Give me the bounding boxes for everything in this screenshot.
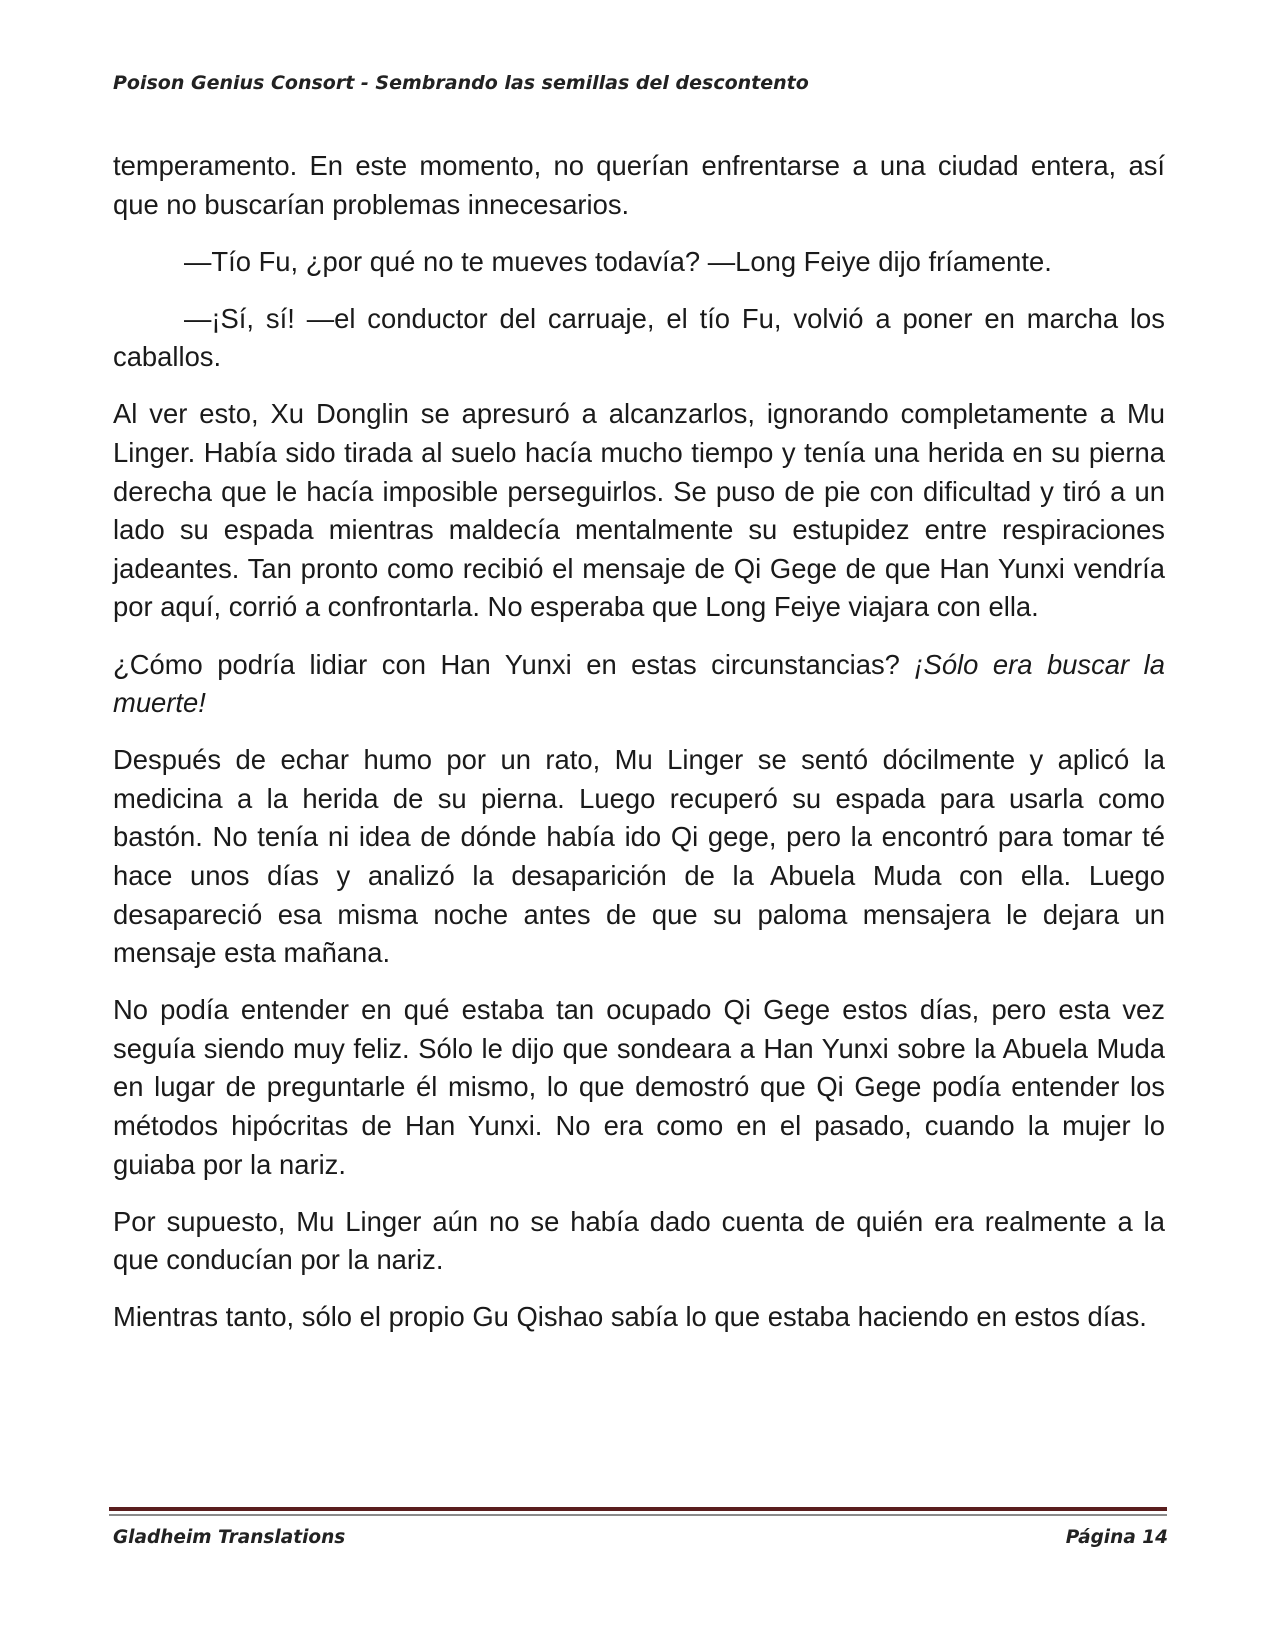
- paragraph: —¡Sí, sí! —el conductor del carruaje, el tío Fu, volvió a poner en marcha los caballos.: [113, 302, 1165, 373]
- paragraph: Por supuesto, Mu Linger aún no se había dado cuenta de quién era realmente a la que conducían por la nariz.: [113, 1205, 1165, 1276]
- paragraph-text: ¿Cómo podría lidiar con Han Yunxi en estas circunstancias?: [113, 648, 915, 680]
- paragraph: —Tío Fu, ¿por qué no te mueves todavía? —Long Feiye dijo fríamente.: [184, 245, 1052, 277]
- running-header: Poison Genius Consort - Sembrando las semillas del descontento: [113, 72, 809, 94]
- italic-phrase: ¡Sólo era buscar la muerte!: [113, 648, 1165, 719]
- page-number: Página 14: [1065, 1527, 1168, 1548]
- footer-publisher: Gladheim Translations: [113, 1527, 346, 1548]
- paragraph: temperamento. En este momento, no querían enfrentarse a una ciudad entera, así que no buscarían problemas innecesarios.: [113, 150, 1165, 220]
- paragraph: Al ver esto, Xu Donglin se apresuró a alcanzarlos, ignorando completamente a Mu Linger. Había sido tirada al suelo hacía mucho tiempo y tenía una herida en su pierna derecha que le hacía imposible perseguirlos. Se puso de pie con dificultad y tiró a un lado su espada mientras maldecía mentalmente su estupidez entre respiraciones jadeantes. Tan pronto como recibió el mensaje de Qi Gege de que Han Yunxi vendría por aquí, corrió a confrontarla. No esperaba que Long Feiye viajara con ella.: [113, 398, 1165, 623]
- paragraph-with-italic: [113, 646, 1165, 723]
- footer-rule-thin: [109, 1514, 1167, 1516]
- page-body: [113, 147, 1165, 1356]
- footer-rule-thick: [109, 1507, 1167, 1511]
- paragraph: Después de echar humo por un rato, Mu Linger se sentó dócilmente y aplicó la medicina a la herida de su pierna. Luego recuperó su espada para usarla como bastón. No tenía ni idea de dónde había ido Qi gege, pero la encontró para tomar té hace unos días y analizó la desaparición de la Abuela Muda con ella. Luego desapareció esa misma noche antes de que su paloma mensajera le dejara un mensaje esta mañana.: [113, 744, 1165, 969]
- paragraph: Mientras tanto, sólo el propio Gu Qishao sabía lo que estaba haciendo en estos días.: [113, 1301, 1147, 1333]
- paragraph: No podía entender en qué estaba tan ocupado Qi Gege estos días, pero esta vez seguía siendo muy feliz. Sólo le dijo que sondeara a Han Yunxi sobre la Abuela Muda en lugar de preguntarle él mismo, lo que demostró que Qi Gege podía entender los métodos hipócritas de Han Yunxi. No era como en el pasado, cuando la mujer lo guiaba por la nariz.: [113, 994, 1165, 1180]
